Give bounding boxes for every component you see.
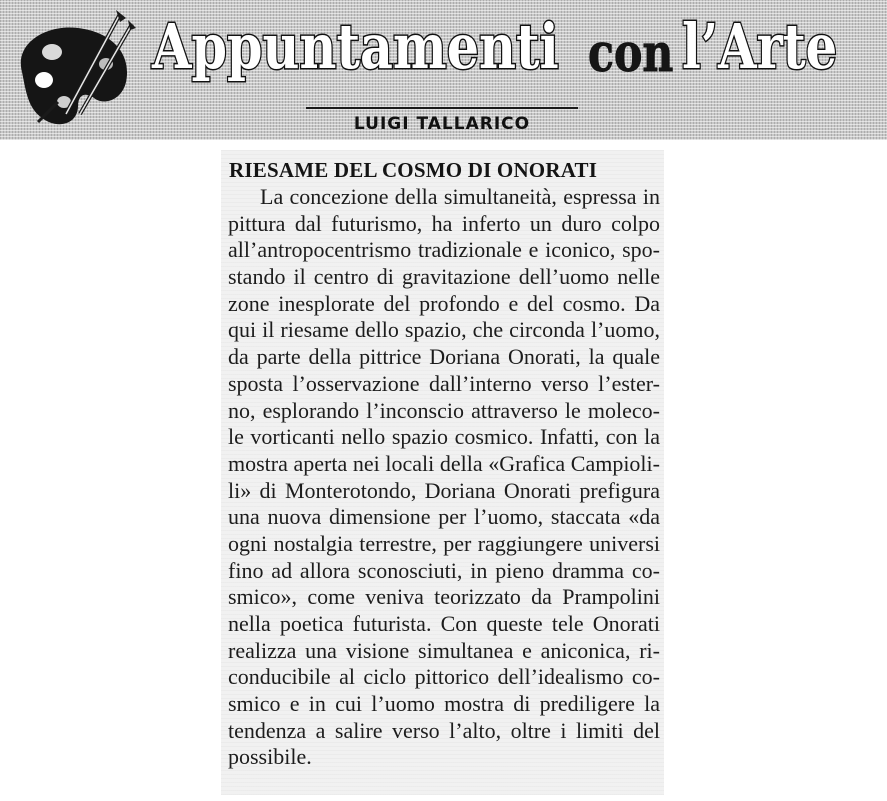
author-byline: LUIGI TALLARICO <box>353 114 531 134</box>
paint-palette-icon <box>8 2 138 134</box>
body-line: zone inesplorate del profondo e del cosmo. Da <box>228 290 660 316</box>
body-line-last: possibile. <box>228 744 312 770</box>
body-line: da parte della pittrice Doriana Onorati, la quale <box>228 344 660 370</box>
body-line: smico», come veniva teorizzato da Prampolini <box>228 584 660 610</box>
body-line: una nuova dimensione per l’uomo, staccata «da <box>228 504 660 530</box>
article-headline: RIESAME DEL COSMO DI ONORATI <box>229 158 598 182</box>
body-line: conducibile al ciclo pittorico dell’idealismo co- <box>228 664 660 690</box>
body-line: le vorticanti nello spazio cosmico. Infatti, con la <box>228 424 660 450</box>
body-line: smico e in cui l’uomo mostra di prediligere la <box>228 691 660 717</box>
body-line: all’antropocentrismo tradizionale e iconico, spo- <box>228 237 660 263</box>
body-line: pittura dal futurismo, ha inferto un duro colpo <box>228 210 660 236</box>
article-body <box>228 184 660 771</box>
body-line: li» di Monterotondo, Doriana Onorati prefigura <box>228 477 660 503</box>
body-line: qui il riesame dello spazio, che circonda l’uomo, <box>228 317 660 343</box>
byline-divider <box>306 107 578 109</box>
masthead-banner <box>0 0 887 140</box>
body-line: La concezione della simultaneità, espressa in <box>260 184 660 209</box>
title-word-con: con <box>588 23 674 84</box>
body-line: tendenza a salire verso l’alto, oltre i limiti del <box>228 717 660 743</box>
title-word-appuntamenti: Appuntamenti <box>152 10 559 83</box>
title-word-arte: l’Arte <box>682 10 838 83</box>
body-line: nella poetica futurista. Con queste tele Onorati <box>228 611 660 636</box>
body-line: realizza una visione simultanea e aniconica, ri- <box>228 637 660 663</box>
article-clipping <box>221 150 664 795</box>
body-line: mostra aperta nei locali della «Grafica Campioli- <box>228 450 660 476</box>
section-title <box>152 10 880 90</box>
body-line: sposta l’osservazione dall’interno verso l’ester- <box>228 370 660 396</box>
body-line: ogni nostalgia terrestre, per raggiungere universi <box>228 530 660 556</box>
body-line: no, esplorando l’inconscio attraverso le moleco- <box>228 397 660 423</box>
body-line: fino ad allora sconosciuti, in pieno dramma co- <box>228 557 660 583</box>
body-line: stando il centro di gravitazione dell’uomo nelle <box>228 264 660 290</box>
